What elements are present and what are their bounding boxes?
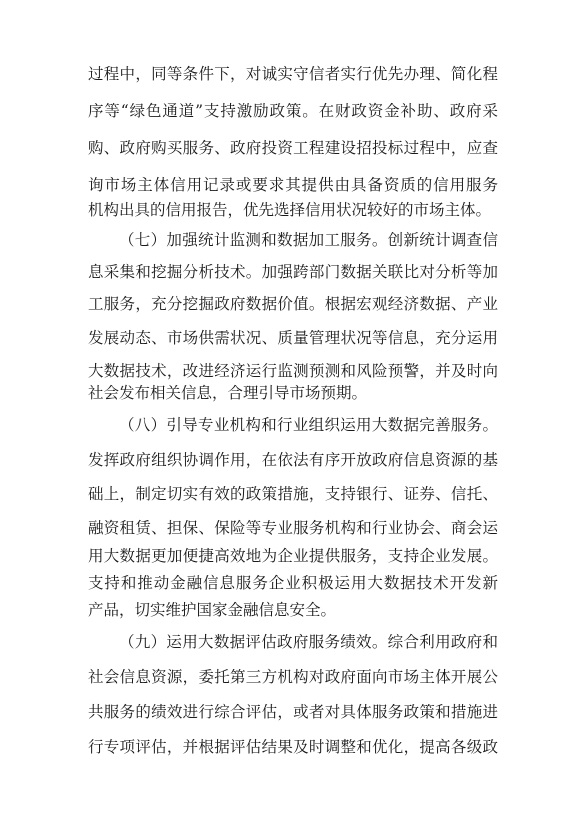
paragraph-line: 用大数据更加便捷高效地为企业提供服务，支持企业发展。: [88, 547, 498, 565]
paragraph-line: 工服务，充分挖掘政府数据价值。根据宏观经济数据、产业: [88, 295, 498, 313]
paragraph-line: 序等“绿色通道”支持激励政策。在财政资金补助、政府采: [88, 102, 498, 120]
paragraph-line: 过程中，同等条件下，对诚实守信者实行优先办理、简化程: [88, 65, 498, 83]
paragraph-line: 共服务的绩效进行综合评估，或者对具体服务政策和措施进: [88, 703, 498, 721]
paragraph-line: 产品，切实维护国家金融信息安全。: [88, 601, 337, 619]
paragraph-line: 行专项评估，并根据评估结果及时调整和优化，提高各级政: [88, 738, 498, 756]
paragraph-line: 发展动态、市场供需状况、质量管理状况等信息，充分运用: [88, 329, 498, 347]
paragraph-line: 社会发布相关信息，合理引导市场预期。: [88, 384, 368, 402]
paragraph-line: 询市场主体信用记录或要求其提供由具备资质的信用服务: [88, 176, 498, 194]
paragraph-line: 础上，制定切实有效的政策措施，支持银行、证券、信托、: [88, 485, 498, 503]
paragraph-line: 融资租赁、担保、保险等专业服务机构和行业协会、商会运: [88, 519, 498, 537]
paragraph-line: 购、政府购买服务、政府投资工程建设招投标过程中，应查: [88, 139, 498, 157]
section-heading-line: （七）加强统计监测和数据加工服务。创新统计调查信: [119, 231, 498, 249]
paragraph-line: 大数据技术，改进经济运行监测预测和风险预警，并及时向: [88, 362, 498, 380]
paragraph-line: 机构出具的信用报告，优先选择信用状况较好的市场主体。: [88, 201, 492, 219]
paragraph-line: 支持和推动金融信息服务企业积极运用大数据技术开发新: [88, 574, 498, 592]
paragraph-line: 发挥政府组织协调作用，在依法有序开放政府信息资源的基: [88, 451, 498, 469]
paragraph-line: 息采集和挖掘分析技术。加强跨部门数据关联比对分析等加: [88, 263, 498, 281]
section-heading-line: （九）运用大数据评估政府服务绩效。综合利用政府和: [119, 633, 498, 651]
paragraph-line: 社会信息资源，委托第三方机构对政府面向市场主体开展公: [88, 668, 498, 686]
section-heading-line: （八）引导专业机构和行业组织运用大数据完善服务。: [119, 416, 498, 434]
